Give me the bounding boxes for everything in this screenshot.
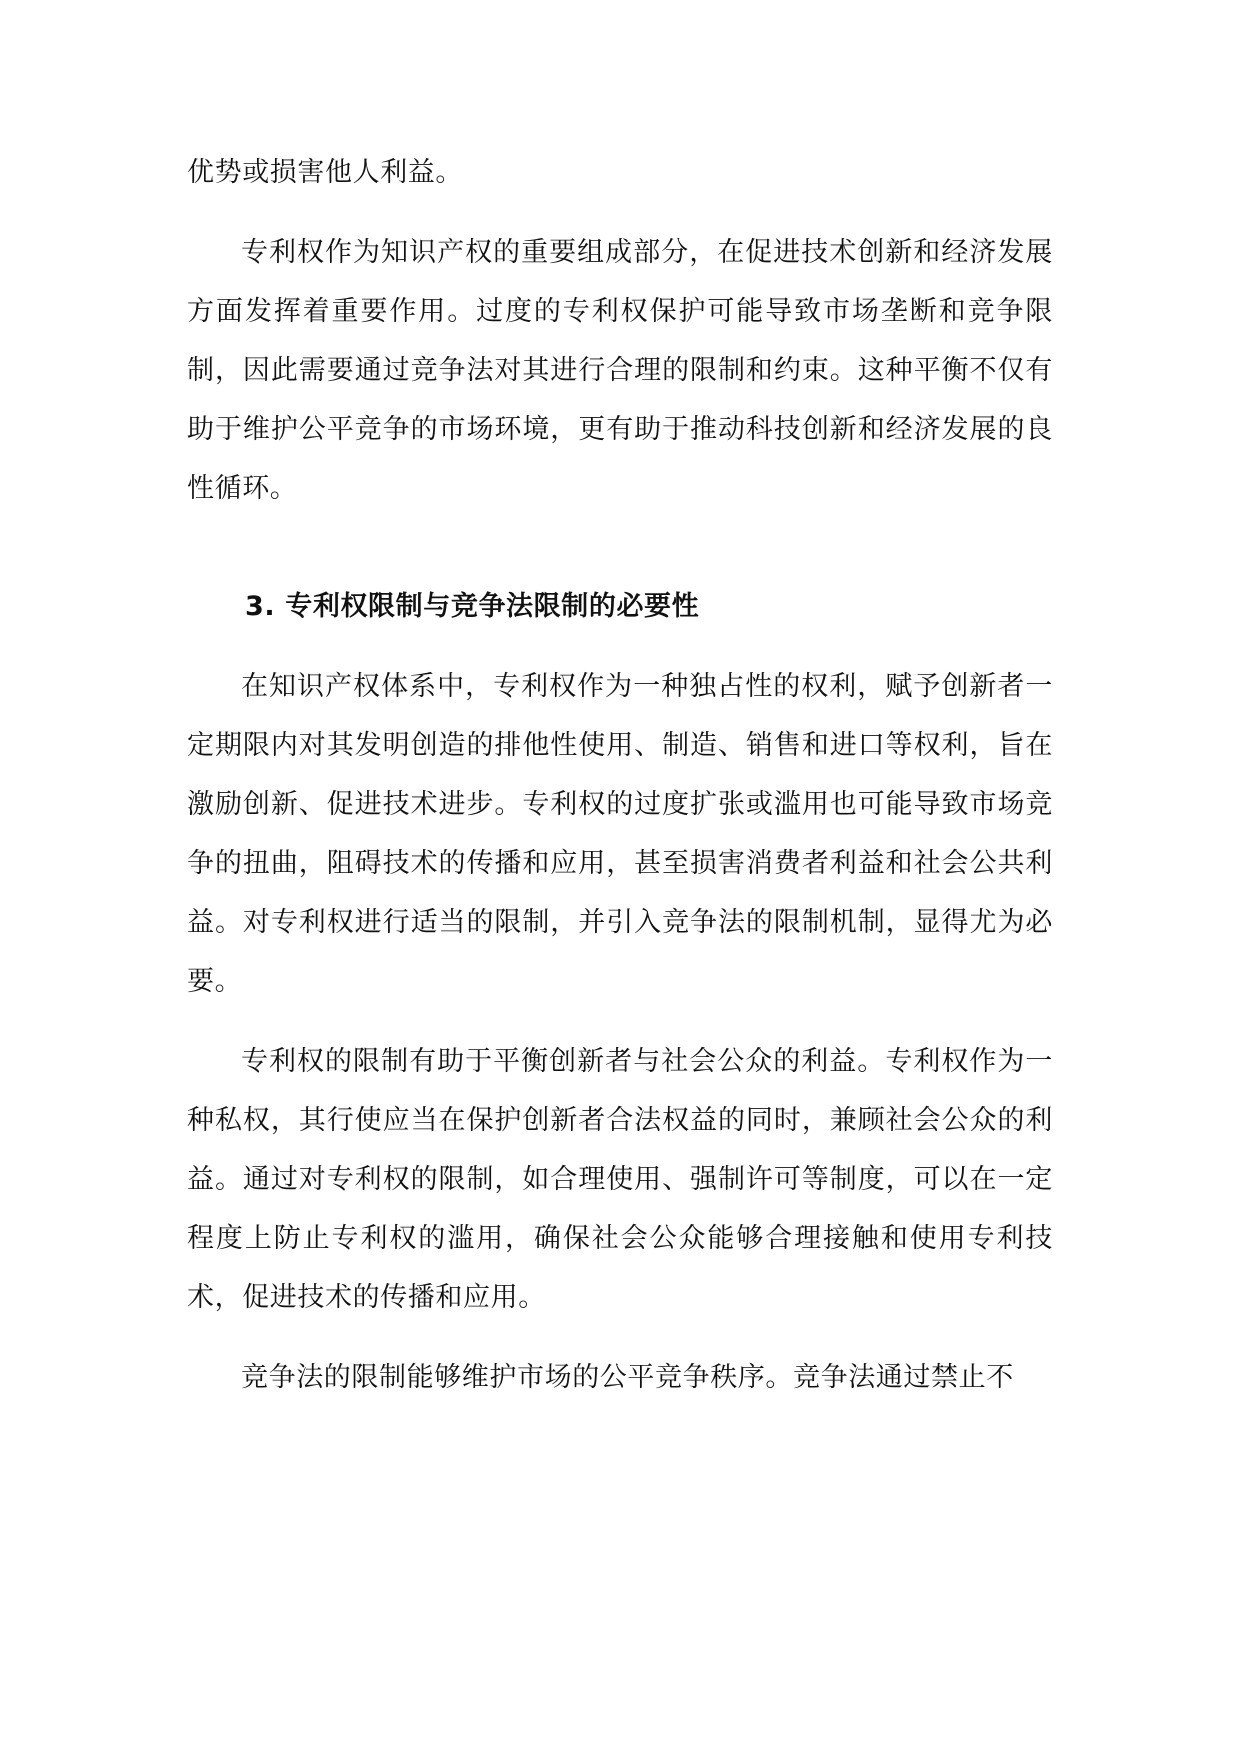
- section-heading: 3. 专利权限制与竞争法限制的必要性: [245, 591, 700, 622]
- paragraph-patent-limits: 专利权的限制有助于平衡创新者与社会公众的利益。专利权作为一种私权，其行使应当在保护创新者合法权益的同时，兼顾社会公众的利益。通过对专利权的限制，如合理使用、强制许可等制度，可以在一定程度上防止专利权的滥用，确保社会公众能够合理接触和使用专利技术，促进技术的传播和应用。: [187, 1046, 1053, 1313]
- document-body: [187, 143, 1053, 1407]
- paragraph-continuation: 优势或损害他人利益。: [187, 157, 463, 188]
- paragraph-patent-role: 专利权作为知识产权的重要组成部分，在促进技术创新和经济发展方面发挥着重要作用。过度的专利权保护可能导致市场垄断和竞争限制，因此需要通过竞争法对其进行合理的限制和约束。这种平衡不仅有助于维护公平竞争的市场环境，更有助于推动科技创新和经济发展的良性循环。: [187, 237, 1053, 504]
- paragraph-ip-system: 在知识产权体系中，专利权作为一种独占性的权利，赋予创新者一定期限内对其发明创造的排他性使用、制造、销售和进口等权利，旨在激励创新、促进技术进步。专利权的过度扩张或滥用也可能导致市场竞争的扭曲，阻碍技术的传播和应用，甚至损害消费者利益和社会公共利益。对专利权进行适当的限制，并引入竞争法的限制机制，显得尤为必要。: [187, 671, 1053, 997]
- section-spacer: [187, 539, 1053, 577]
- paragraph-competition-law: 竞争法的限制能够维护市场的公平竞争秩序。竞争法通过禁止不: [241, 1362, 1014, 1393]
